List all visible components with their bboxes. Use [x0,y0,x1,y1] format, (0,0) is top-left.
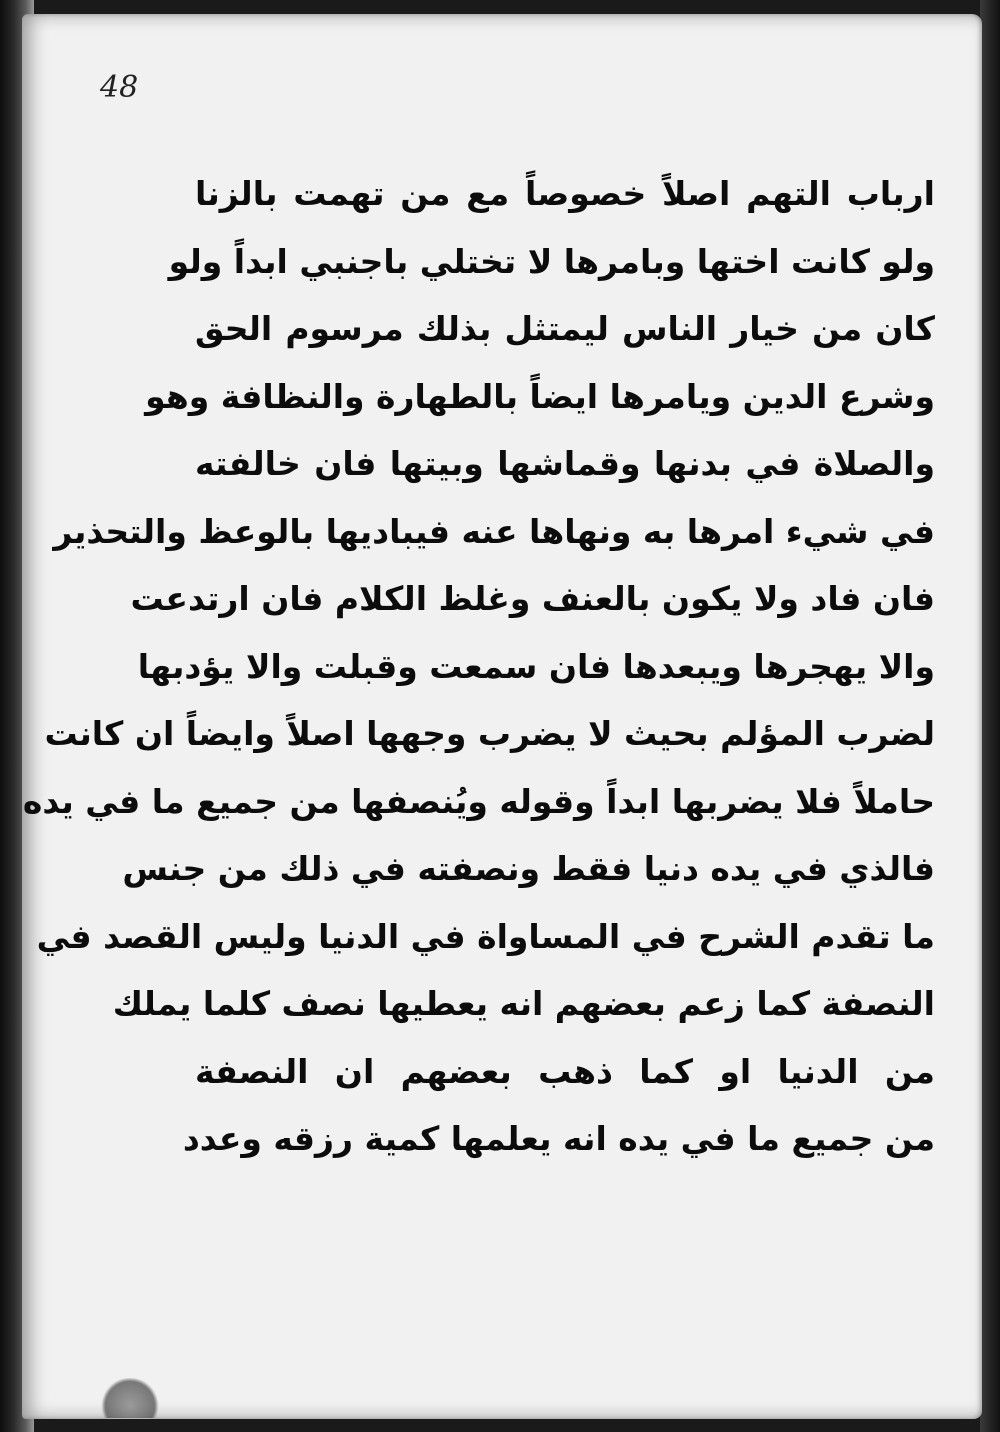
text-line: في شيء امرها به ونهاها عنه فيباديها بالوعظ والتحذير [53,511,935,551]
text-line: لضرب المؤلم بحيث لا يضرب وجهها اصلاً وايضاً ان كانت [44,714,935,753]
text-line: والا يهجرها ويبعدها فان سمعت وقبلت والا يؤدبها [137,646,935,686]
thumb-shadow [100,1378,160,1418]
text-line: من جميع ما في يده انه يعلمها كمية رزقه وعدد [182,1119,935,1158]
folio-number: 48 [100,70,139,105]
text-line: فان فاد ولا يكون بالعنف وغلظ الكلام فان ارتدعت [130,579,935,618]
text-line: والصلاة في بدنها وقماشها وبيتها فان خالفته [195,444,935,483]
text-line: فالذي في يده دنيا فقط ونصفته في ذلك من جنس [122,849,935,888]
text-line: كان من خيار الناس ليمتثل بذلك مرسوم الحق [195,309,935,348]
text-line: حاملاً فلا يضربها ابداً وقوله ويُنصفها من جميع ما في يده [22,781,935,821]
text-line: وشرع الدين ويامرها ايضاً بالطهارة والنظافة وهو [145,376,935,416]
text-line: ولو كانت اختها وبامرها لا تختلي باجنبي ابداً ولو [168,241,935,281]
text-line: ما تقدم الشرح في المساواة في الدنيا وليس القصد في [36,916,935,956]
manuscript-text-block [22,160,935,1173]
text-line: النصفة كما زعم بعضهم انه يعطيها نصف كلما يملك [112,984,935,1023]
text-line: ارباب التهم اصلاً خصوصاً مع من تهمت بالزنا [195,174,935,213]
text-line: من الدنيا او كما ذهب بعضهم ان النصفة [195,1051,935,1091]
page-edge [980,0,1000,1432]
